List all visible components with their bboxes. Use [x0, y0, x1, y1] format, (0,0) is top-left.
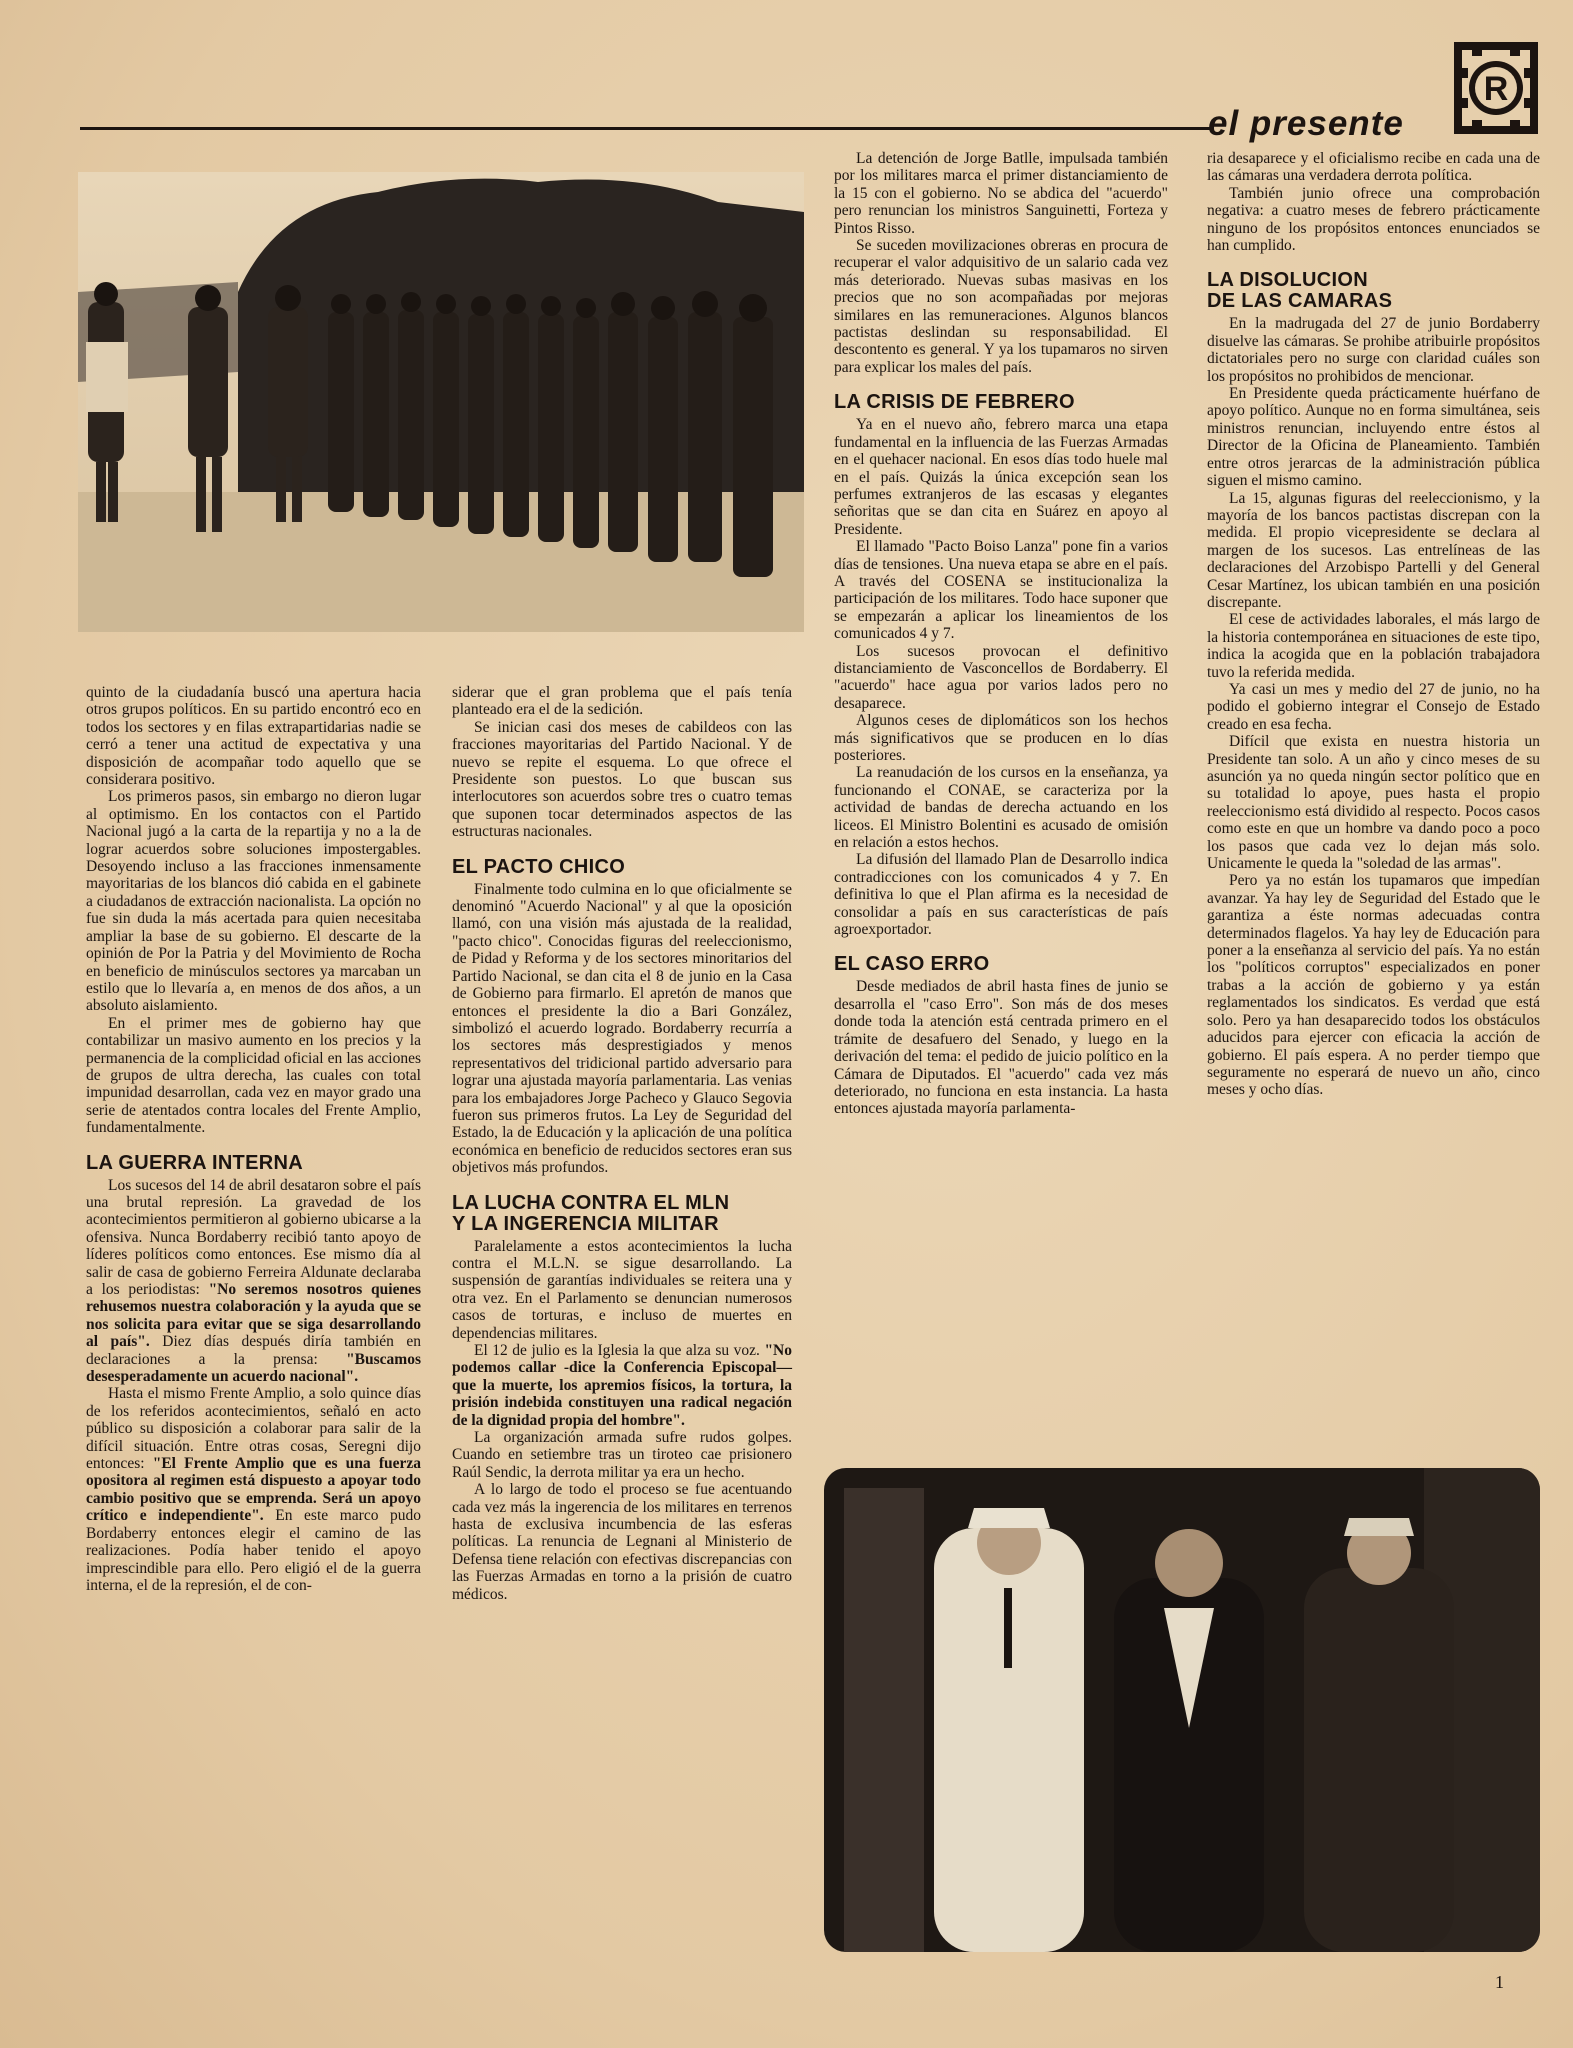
paragraph: También junio ofrece una comprobación negativa: a cuatro meses de febrero prácticamente ninguno de los propósitos entonces enunciados se han cumplido. — [1207, 184, 1540, 255]
paragraph: El llamado "Pacto Boiso Lanza" pone fin a varios días de tensiones. Una nueva etapa se abre en el país. A través del COSENA se institucionaliza la participación de los militares. Todo hace suponer que se empezarán a aplicar los lineamientos de los comunicados 4 y 7. — [834, 538, 1168, 643]
paragraph: Finalmente todo culmina en lo que oficialmente se denominó "Acuerdo Nacional" y al que la oposición llamó, con una visión más ajustada de la realidad, "pacto chico". Conocidas figuras del reeleccionismo, de Pidad y Reforma y de los sectores minoritarios del Partido Nacional, se dan cita el 8 de junio en la Casa de Gobierno para firmarlo. El apretón de manos que entonces el presidente la dio a Bari González, simbolizó el acuerdo logrado. Bordaberry recurría a los sectores más desprestigiados y menos representativos del tridicional partido adversario para lograr una ajustada mayoría parlamentaria. Las venias para los embajadores Jorge Pacheco y Glauco Segovia fueron sus primeros frutos. La Ley de Seguridad del Estado, la de Educación y la aplicación de una política económica en beneficio de reducidos sectores eran sus objetivos más profundos. — [452, 880, 792, 1177]
paragraph: Pero ya no están los tupamaros que impedían avanzar. Ya hay ley de Seguridad del Estado que le garantiza a éste normas adecuadas contra determinados flagelos. Ya hay ley de Educación para poner a la enseñanza al servicio del país. Ya no están los "políticos corruptos" especializados en poner trabas a la acción de gobierno y ya están reglamentados los sindicatos. Es verdad que está solo. Pero ya han desaparecido todos los obstáculos aducidos para ejercer con eficacia la acción de gobierno. El país espera. A no perder tiempo que seguramente no esperará de nuevo un año, cinco meses y ocho días. — [1207, 872, 1540, 1099]
paragraph: Los sucesos provocan el definitivo distanciamiento de Vasconcellos de Bordaberry. El "acuerdo" hace agua por varios lados pero no desaparece. — [834, 642, 1168, 712]
page-mark: 1 — [1495, 1972, 1504, 1992]
paragraph: En la madrugada del 27 de junio Bordaberry disuelve las cámaras. Se prohibe atribuirle propósitos dictatoriales pero no surge con claridad cuáles son los propósitos no prohibidos de mencionar. — [1207, 315, 1540, 385]
paragraph: Difícil que exista en nuestra historia un Presidente tan solo. A un año y cinco meses de su asunción ya no queda ningún sector político que en su totalidad lo apoye, pues hasta el propio reeleccionismo está dividido al respecto. Pocos casos como este en que un hombre va dando poco a poco los pasos que cada vez lo dejan más solo. Unicamente le queda la "soledad de las armas". — [1207, 733, 1540, 873]
masthead-title: el presente — [1208, 104, 1404, 143]
photo-officials-portrait — [824, 1468, 1540, 1952]
photo-military-inspection — [78, 172, 804, 632]
paragraph: En Presidente queda prácticamente huérfano de apoyo político. Aunque no en forma simultánea, seis ministros renuncian, incluyendo entre éstos al Director de la Oficina de Planeamiento. También entre otros jerarcas de la administración pública siguen el mismo camino. — [1207, 385, 1540, 490]
section-heading: EL CASO ERRO — [834, 953, 990, 976]
column-1 — [86, 684, 421, 1594]
paragraph: La detención de Jorge Batlle, impulsada también por los militares marca el primer distanciamiento de la 15 con el gobierno. No se abdica del "acuerdo" pero renuncian los ministros Sanguinetti, Forteza y Pintos Risso. — [834, 150, 1168, 237]
paragraph: quinto de la ciudadanía buscó una apertura hacia otros grupos políticos. En su partido encontró eco en todos los sectores y en filas extrapartidarias nadie se cerró a tener una actitud de expectativa y una disposición de acompañar todo aquello que se considerara positivo. — [86, 684, 421, 789]
column-3 — [834, 150, 1168, 1118]
paragraph: Ya casi un mes y medio del 27 de junio, no ha podido el gobierno integrar el Consejo de Estado creado en esa fecha. — [1207, 680, 1540, 733]
paragraph: Algunos ceses de diplomáticos son los hechos más significativos que se producen en lo días posteriores. — [834, 712, 1168, 764]
paragraph: Los primeros pasos, sin embargo no dieron lugar al optimismo. En los contactos con el Partido Nacional jugó a la carta de la repartija y no a la de lograr acuerdos sobre soluciones impostergables. Desoyendo incluso a las fracciones inmensamente mayoritarias de los blancos dió cabida en el gabinete a ciudadanos de extracción nacionalista. La opción no fue sin duda la más acertada para quien necesitaba ampliar la base de su gobierno. El descarte de la opinión de Por la Patria y del Movimiento de Rocha en beneficio de minúsculos sectores ya marcaban un estilo que lo llevaría a, en menos de dos años, a un absoluto aislamiento. — [86, 788, 421, 1015]
paragraph: En el primer mes de gobierno hay que contabilizar un masivo aumento en los precios y la permanencia de la complicidad oficial en las acciones de grupos de ultra derecha, las cuales con total impunidad desarrollan, cada vez en mayor grado una serie de atentados contra locales del Frente Amplio, fundamentalmente. — [86, 1014, 421, 1137]
column-4 — [1207, 150, 1540, 1099]
paragraph: siderar que el gran problema que el país tenía planteado era el de la sedición. — [452, 684, 792, 719]
header-rule — [80, 127, 1210, 130]
paragraph: La reanudación de los cursos en la enseñanza, ya funcionando el CONAE, se caracteriza por la actividad de bandas de derecha actuando en los liceos. El Ministro Bolentini es acusado de omisión en relación a estos hechos. — [834, 764, 1168, 852]
svg-text:R: R — [1483, 70, 1509, 108]
section-heading: LA GUERRA INTERNA — [86, 1151, 303, 1174]
paragraph: El cese de actividades laborales, el más largo de la historia contemporánea en situaciones de este tipo, indica la acogida que en la población trabajadora tuvo la referida medida. — [1207, 611, 1540, 681]
paragraph: La 15, algunas figuras del reeleccionismo, y la mayoría de los bancos pactistas discrepan con la medida. El propio vicepresidente se declara al margen de los sucesos. Las entrelíneas de las declaraciones del Arzobispo Partelli y del General Cesar Martínez, los ubican también en una posición discrepante. — [1207, 489, 1540, 611]
paragraph: Se inician casi dos meses de cabildeos con las fracciones mayoritarias del Partido Nacional. Y de nuevo se repite el esquema. Lo que ofrece el Presidente son puestos. Lo que buscan sus interlocutores son acuerdos sobre tres o cuatro temas que suponen tocar determinados aspectos de las estructuras nacionales. — [452, 718, 792, 841]
section-heading: EL PACTO CHICO — [452, 855, 626, 878]
column-2 — [452, 684, 792, 1603]
paragraph: A lo largo de todo el proceso se fue acentuando cada vez más la ingerencia de los militares en terrenos hasta de exclusiva incumbencia de las esferas políticas. La renuncia de Legnani al Ministerio de Defensa tiene relación con efectivas discrepancias con las Fuerzas Armadas en torno a la prisión de cuatro médicos. — [452, 1481, 792, 1603]
section-heading: LA CRISIS DE FEBRERO — [834, 391, 1075, 414]
paragraph: El 12 de julio es la Iglesia la que alza su voz. "No podemos callar -dice la Conferencia Episcopal— que la muerte, los apremios físicos, la tortura, la prisión indebida constituyen una radical negación de la dignidad propia del hombre". — [452, 1342, 792, 1429]
paragraph: ria desaparece y el oficialismo recibe en cada una de las cámaras una verdadera derrota política. — [1207, 150, 1540, 185]
paragraph: Los sucesos del 14 de abril desataron sobre el país una brutal represión. La gravedad de los acontecimientos permitieron al gobierno ubicarse a la ofensiva. Nunca Bordaberry recibió tanto apoyo de líderes políticos como entonces. Ese mismo día al salir de casa de gobierno Ferreira Aldunate declaraba a los periodistas: "No seremos nosotros quienes rehusemos nuestra colaboración y la ayuda que se nos solicita para evitar que se siga desarrollando al país". Diez días después diría también en declaraciones a la prensa: "Buscamos desesperadamente un acuerdo nacional". — [86, 1176, 422, 1386]
paragraph: Ya en el nuevo año, febrero marca una etapa fundamental en la influencia de las Fuerzas Armadas en el quehacer nacional. En esos días todo huele mal en el país. Quizás la única excepción sean los perfumes extranjeros de las escasas y elegantes señoritas que se dan cita en Suárez en apoyo al Presidente. — [834, 416, 1168, 538]
paragraph: Paralelamente a estos acontecimientos la lucha contra el M.L.N. se sigue desarrollando. La suspensión de garantías individuales se reitera una y otra vez. En el Parlamento se denuncian numerosos casos de torturas, e incluso de muertes en dependencias militares. — [452, 1237, 792, 1342]
paragraph: Desde mediados de abril hasta fines de junio se desarrolla el "caso Erro". Son más de dos meses donde toda la atención está centrada primero en el trámite de desafuero del Senado, y luego en la derivación del tema: el pedido de juicio político en la Cámara de Diputados. El "acuerdo" cada vez más deteriorado, no funciona en esta instancia. La hasta entonces ajustada mayoría parlamenta- — [834, 978, 1168, 1118]
r-logo-icon — [1452, 40, 1540, 136]
paragraph: La difusión del llamado Plan de Desarrollo indica contradicciones con los comunicados 4 y 7. En definitiva lo que el Plan afirma es la necesidad de consolidar a país en sus características de país agroexportador. — [834, 851, 1168, 939]
paragraph: Hasta el mismo Frente Amplio, a solo quince días de los referidos acontecimientos, señaló en acto público su disposición a colaborar para salir de la difícil situación. Entre otras cosas, Seregni dijo entonces: "El Frente Amplio que es una fuerza opositora al regimen está dispuesto a apoyar todo cambio positivo que se emprenda. Será un apoyo crítico e independiente". En este marco pudo Bordaberry entonces elegir el camino de las realizaciones. Podía haber tenido el apoyo imprescindible para ello. Pero eligió el de la guerra interna, el de la represión, el de con- — [86, 1385, 422, 1594]
paragraph: La organización armada sufre rudos golpes. Cuando en setiembre tras un tiroteo cae prisionero Raúl Sendic, la derrota militar ya era un hecho. — [452, 1429, 792, 1481]
paragraph: Se suceden movilizaciones obreras en procura de recuperar el valor adquisitivo de un salario cada vez más deteriorado. Nuevas subas masivas en los precios que no son acompañadas por mejoras similares en las remuneraciones. Algunos blancos pactistas deslindan su responsabilidad. El descontento es general. Y ya los tupamaros no sirven para explicar los males del país. — [834, 237, 1168, 376]
section-heading: LA LUCHA CONTRA EL MLN Y LA INGERENCIA MILITAR — [452, 1191, 730, 1235]
section-heading: LA DISOLUCION DE LAS CAMARAS — [1207, 269, 1393, 313]
